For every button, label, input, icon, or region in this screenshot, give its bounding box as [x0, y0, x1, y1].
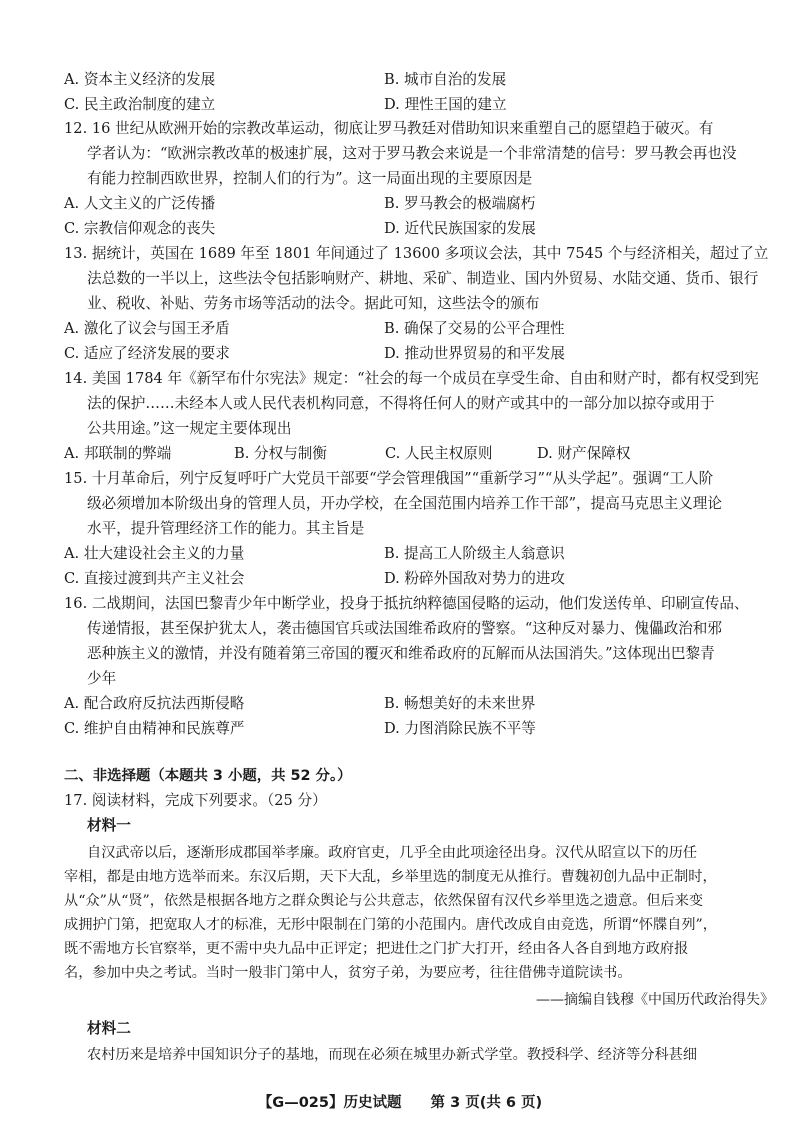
q16-stem-line: 传递情报，甚至保护犹太人，袭击德国官兵或法国维希政府的警察。“这种反对暴力、傀儡政治和邪 — [87, 620, 722, 637]
q15-stem-line: 15. 十月革命后，列宁反复呼吁广大党员干部要“学会管理俄国”“重新学习”“从头学起”。强调“工人阶 — [64, 470, 714, 487]
q15-stem-line: 水平，提升管理经济工作的能力。其主旨是 — [87, 520, 365, 537]
q12-stem-line: 学者认为：“欧洲宗教改革的极速扩展，这对于罗马教会来说是一个非常清楚的信号：罗马教会再也没 — [87, 145, 737, 162]
q12-stem-line: 12. 16 世纪从欧洲开始的宗教改革运动，彻底让罗马教廷对借助知识来重塑自己的愿望趋于破灭。有 — [64, 120, 714, 137]
q14-stem-line: 14. 美国 1784 年《新罕布什尔宪法》规定：“社会的每一个成员在享受生命、自由和财产时，都有权受到宪 — [64, 370, 759, 387]
q14-option-d: D. 财产保障权 — [537, 445, 631, 462]
q16-stem-line: 16. 二战期间，法国巴黎青少年中断学业，投身于抵抗纳粹德国侵略的运动，他们发送传单、印刷宣传品、 — [64, 595, 749, 612]
q12-option-c: C. 宗教信仰观念的丧失 — [64, 220, 216, 237]
q11-option-a: A. 资本主义经济的发展 — [64, 71, 216, 88]
q14-option-b: B. 分权与制衡 — [234, 445, 327, 462]
material-one-line: 自汉武帝以后，逐渐形成郡国举孝廉。政府官吏，几乎全由此项途径出身。汉代从昭宣以下的历任 — [87, 845, 698, 861]
q11-option-c: C. 民主政治制度的建立 — [64, 96, 216, 113]
q17-stem: 17. 阅读材料，完成下列要求。（25 分） — [64, 792, 327, 809]
q12-option-a: A. 人文主义的广泛传播 — [64, 195, 216, 212]
q16-option-d: D. 力图消除民族不平等 — [384, 720, 536, 737]
q13-stem-line: 13. 据统计，英国在 1689 年至 1801 年间通过了 13600 多项议会法，其中 7545 个与经济相关，超过了立 — [64, 245, 769, 262]
q12-stem-line: 有能力控制西欧世界，控制人们的行为”。这一局面出现的主要原因是 — [87, 170, 533, 187]
section-heading: 二、非选择题（本题共 3 小题，共 52 分。） — [64, 768, 352, 784]
page-footer — [0, 1091, 800, 1112]
q16-option-b: B. 畅想美好的未来世界 — [384, 695, 536, 712]
q13-stem-line: 法总数的一半以上，这些法令包括影响财产、耕地、采矿、制造业、国内外贸易、水陆交通、货币、银行 — [87, 270, 759, 287]
material-one-source: ——摘编自钱穆《中国历代政治得失》 — [536, 992, 774, 1008]
material-one-line: 成拥护门第，把宽取人才的标准，无形中限制在门第的小范围内。唐代改成自由竞选，所谓“怀牒自列”， — [64, 917, 717, 933]
q16-stem-line: 恶种族主义的激情，并没有随着第三帝国的覆灭和维希政府的瓦解而从法国消失。”这体现出巴黎青 — [87, 645, 715, 662]
q15-option-a: A. 壮大建设社会主义的力量 — [64, 545, 245, 562]
q14-option-c: C. 人民主权原则 — [385, 445, 493, 462]
q13-option-b: B. 确保了交易的公平合理性 — [384, 320, 565, 337]
material-one-line: 从“众”从“贤”，依然是根据各地方之群众舆论与公共意志，依然保留有汉代乡举里选之遗意。但后来变 — [64, 893, 704, 909]
material-two-line: 农村历来是培养中国知识分子的基地，而现在必须在城里办新式学堂。教授科学、经济等分科甚细 — [87, 1047, 698, 1063]
q16-stem-line: 少年 — [87, 670, 117, 687]
q14-stem-line: 公共用途。”这一规定主要体现出 — [87, 420, 292, 437]
q11-option-b: B. 城市自治的发展 — [384, 71, 507, 88]
q15-option-d: D. 粉碎外国敌对势力的进攻 — [384, 570, 565, 587]
material-two-title: 材料二 — [87, 1020, 131, 1037]
material-one-title: 材料一 — [87, 817, 131, 834]
q15-stem-line: 级必须增加本阶级出身的管理人员，开办学校，在全国范围内培养工作干部”，提高马克思主义理论 — [87, 495, 722, 512]
exam-code: 【G—025】历史试题 — [257, 1095, 402, 1111]
q11-option-d: D. 理性王国的建立 — [384, 96, 507, 113]
q13-option-c: C. 适应了经济发展的要求 — [64, 345, 230, 362]
q13-option-d: D. 推动世界贸易的和平发展 — [384, 345, 565, 362]
page-number: 第 3 页(共 6 页) — [430, 1095, 543, 1111]
q14-option-a: A. 邦联制的弊端 — [64, 445, 172, 462]
q13-stem-line: 业、税收、补贴、劳务市场等活动的法令。据此可知，这些法令的颁布 — [87, 295, 540, 312]
material-one-line: 宰相，都是由地方选举而来。东汉后期，天下大乱，乡举里选的制度无从推行。曹魏初创九品中正制时， — [64, 869, 717, 885]
q15-option-c: C. 直接过渡到共产主义社会 — [64, 570, 245, 587]
q14-stem-line: 法的保护……未经本人或人民代表机构同意，不得将任何人的财产或其中的一部分加以掠夺或用于 — [87, 395, 715, 412]
q12-option-b: B. 罗马教会的极端腐朽 — [384, 195, 536, 212]
q12-option-d: D. 近代民族国家的发展 — [384, 220, 536, 237]
q15-option-b: B. 提高工人阶级主人翁意识 — [384, 545, 565, 562]
q13-option-a: A. 激化了议会与国王矛盾 — [64, 320, 230, 337]
q16-option-a: A. 配合政府反抗法西斯侵略 — [64, 695, 245, 712]
material-one-line: 既不需地方长官察举，更不需中央九品中正评定；把进仕之门扩大打开，经由各人各自到地方政府报 — [64, 941, 689, 957]
q16-option-c: C. 维护自由精神和民族尊严 — [64, 720, 245, 737]
material-one-line: 名，参加中央之考试。当时一般非门第中人，贫穷子弟，为要应考，往往借佛寺道院读书。 — [64, 965, 632, 981]
